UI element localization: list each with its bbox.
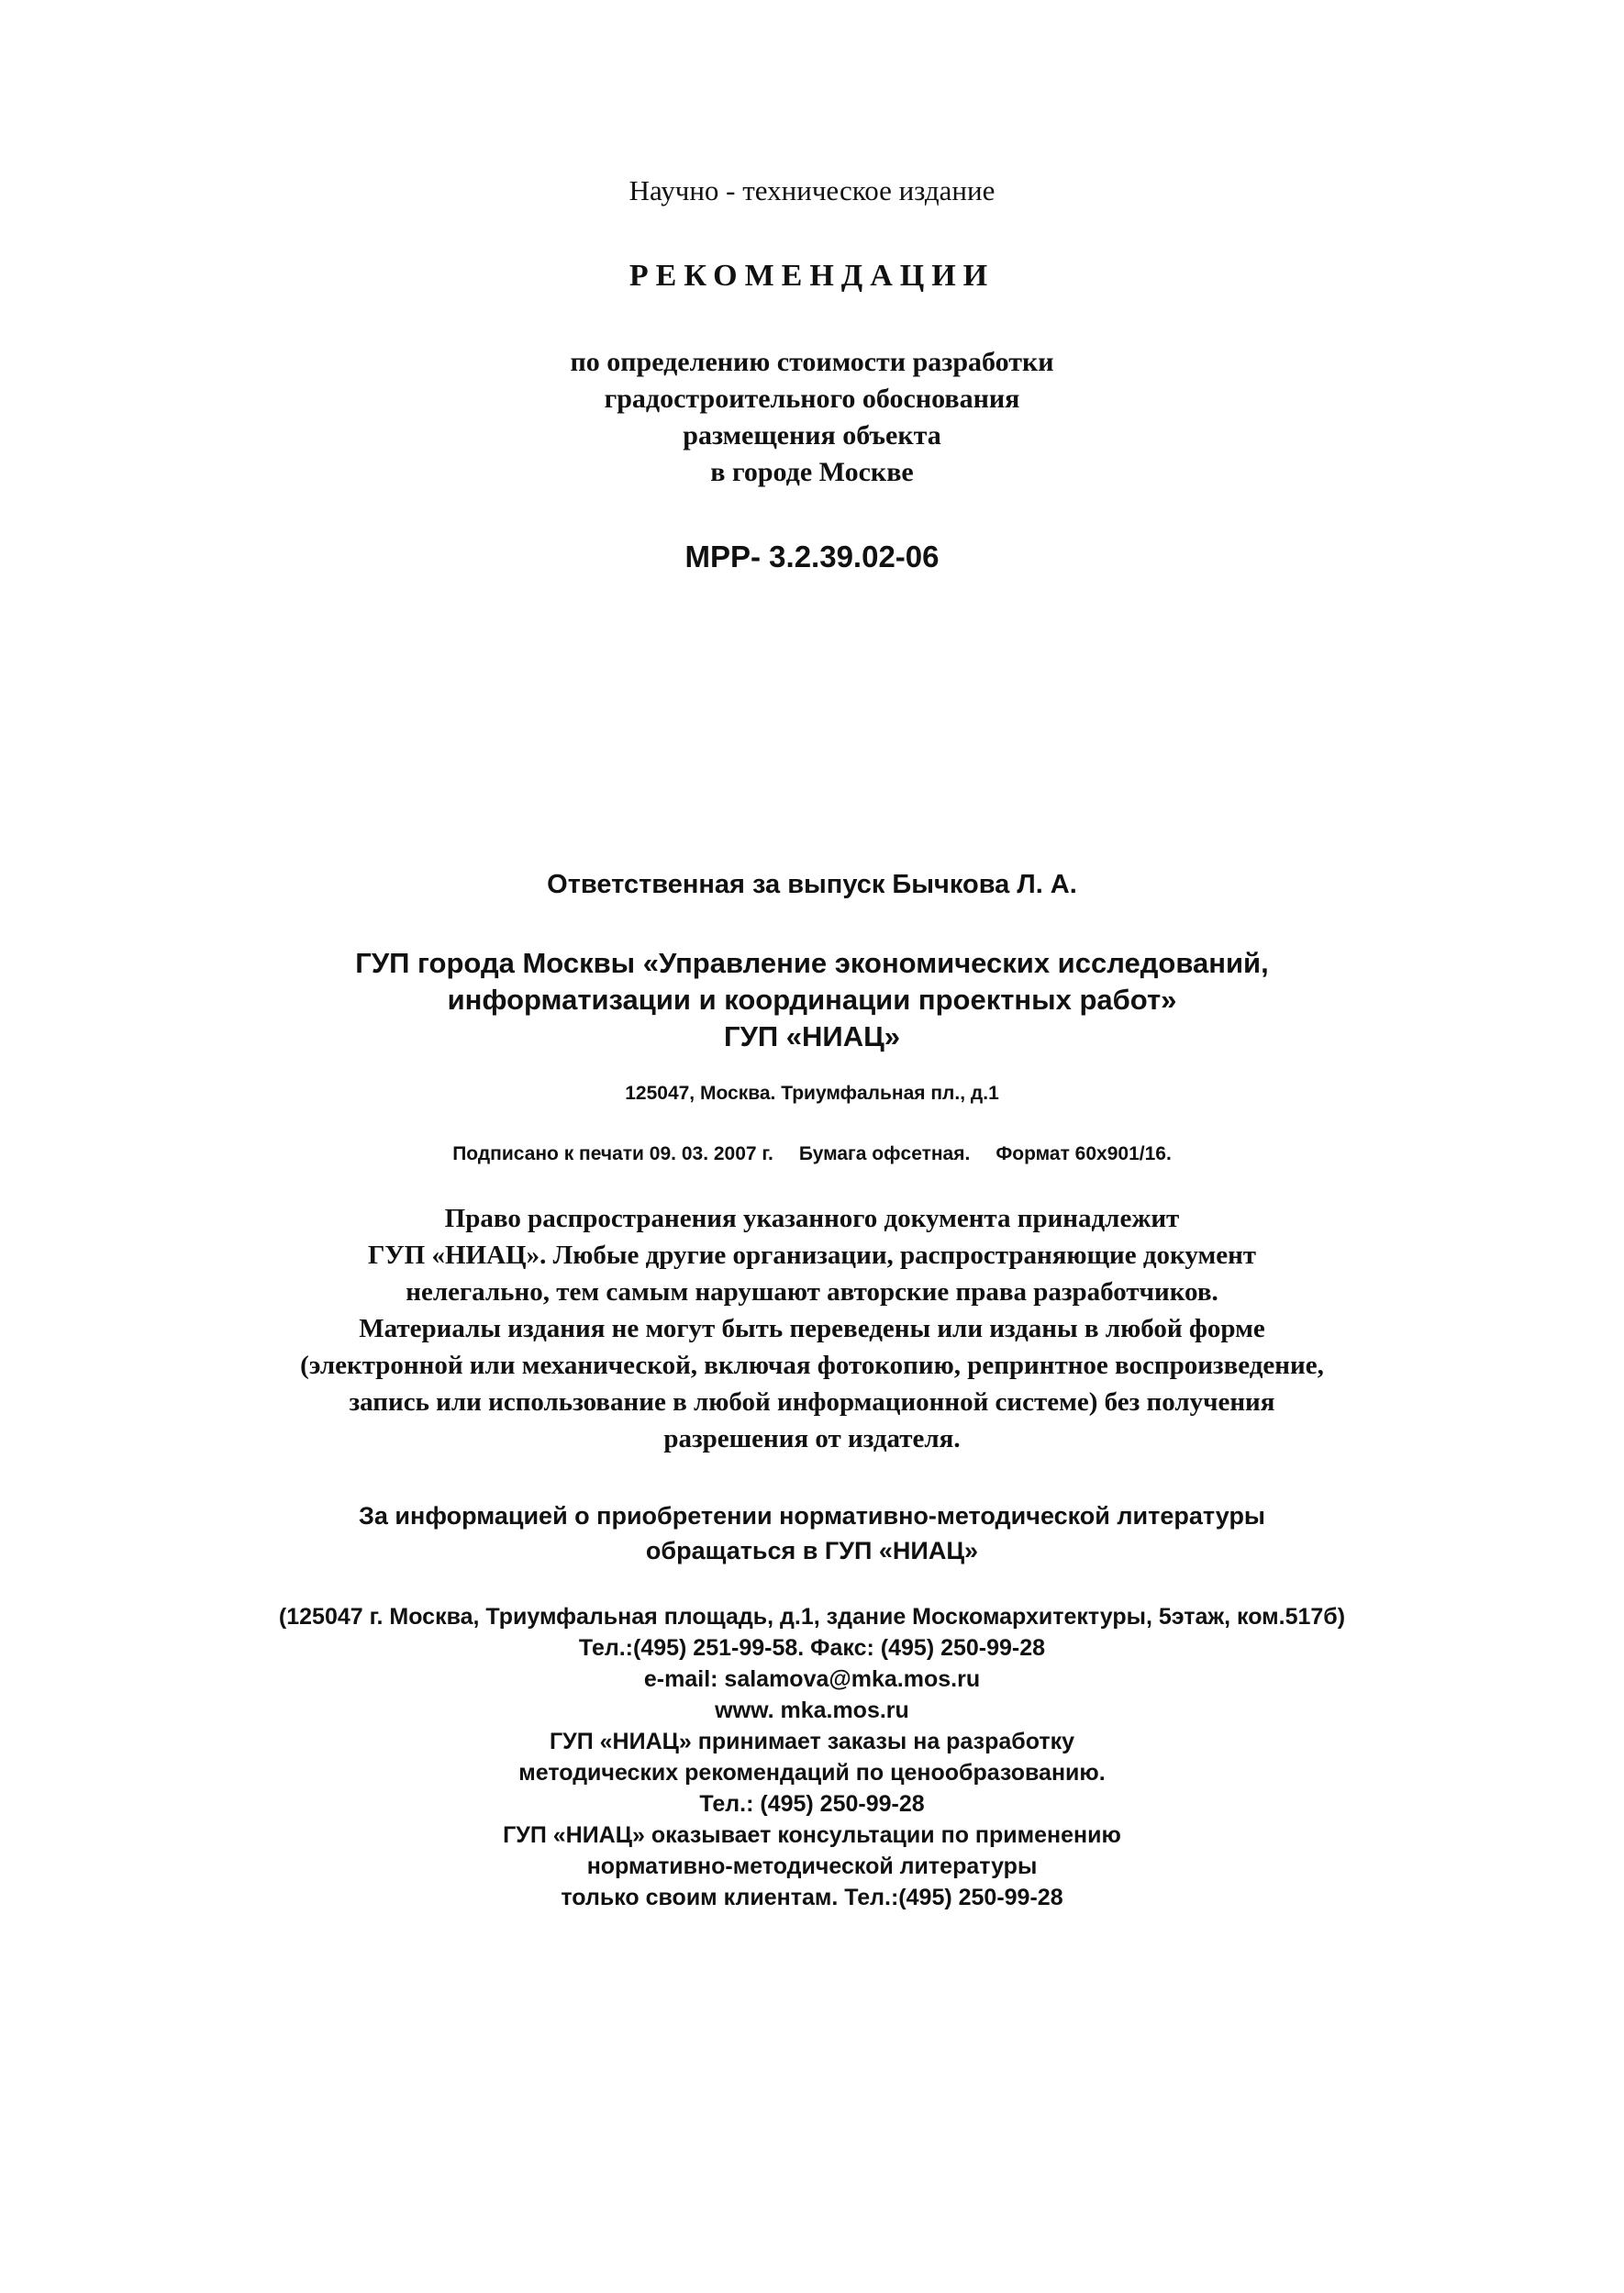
rights-line: Материалы издания не могут быть переведены или изданы в любой форме	[359, 1314, 1265, 1343]
contact-phone: только своим клиентам. Тел.:(495) 250-99-28	[561, 1885, 1063, 1910]
contact-website: www. mka.mos.ru	[715, 1697, 909, 1723]
subtitle-line: в городе Москве	[710, 457, 914, 487]
publisher-line: ГУП города Москвы «Управление экономических исследований,	[355, 947, 1269, 979]
rights-line: разрешения от издателя.	[663, 1424, 961, 1453]
print-format: Формат 60х901/16.	[996, 1143, 1172, 1164]
contact-email: e-mail: salamova@mka.mos.ru	[643, 1666, 981, 1692]
contact-line: ГУП «НИАЦ» принимает заказы на разработку	[550, 1729, 1074, 1754]
contact-phone: Тел.: (495) 250-99-28	[699, 1791, 925, 1817]
rights-line: запись или использование в любой информационной системе) без получения	[349, 1387, 1275, 1417]
publisher-line: информатизации и координации проектных работ»	[447, 984, 1177, 1016]
contact-phone-fax: Тел.:(495) 251-99-58. Факс: (495) 250-99-28	[578, 1635, 1046, 1661]
responsible-person: Ответственная за выпуск Бычкова Л. А.	[547, 870, 1077, 899]
rights-line: (электронной или механической, включая фотокопию, репринтное воспроизведение,	[300, 1351, 1324, 1380]
contact-line: ГУП «НИАЦ» оказывает консультации по применению	[503, 1822, 1121, 1848]
subtitle-line: по определению стоимости разработки	[570, 347, 1054, 377]
contact-line: нормативно-методической литературы	[586, 1853, 1038, 1879]
rights-line: ГУП «НИАЦ». Любые другие организации, распространяющие документ	[367, 1241, 1257, 1270]
rights-line: нелегально, тем самым нарушают авторские права разработчиков.	[406, 1277, 1218, 1307]
subtitle-line: размещения объекта	[683, 420, 941, 451]
document-code: МРР- 3.2.39.02-06	[684, 540, 940, 573]
publisher-line: ГУП «НИАЦ»	[724, 1020, 900, 1052]
print-date: Подписано к печати 09. 03. 2007 г.	[452, 1143, 773, 1164]
edition-type: Научно - техническое издание	[628, 174, 996, 206]
publisher-address: 125047, Москва. Триумфальная пл., д.1	[625, 1083, 999, 1104]
paper-type: Бумага офсетная.	[798, 1143, 971, 1164]
print-info	[0, 1143, 1624, 1165]
contact-line: методических рекомендаций по ценообразованию.	[518, 1760, 1106, 1786]
info-line: обращаться в ГУП «НИАЦ»	[645, 1537, 979, 1564]
document-title: РЕКОМЕНДАЦИИ	[628, 259, 996, 293]
info-line: За информацией о приобретении нормативно-методической литературы	[358, 1502, 1265, 1530]
contact-address: (125047 г. Москва, Триумфальная площадь, д.1, здание Москомархитектуры, 5этаж, ком.517б)	[278, 1604, 1346, 1630]
rights-line: Право распространения указанного документа принадлежит	[444, 1204, 1180, 1233]
subtitle-line: градостроительного обоснования	[604, 384, 1020, 414]
